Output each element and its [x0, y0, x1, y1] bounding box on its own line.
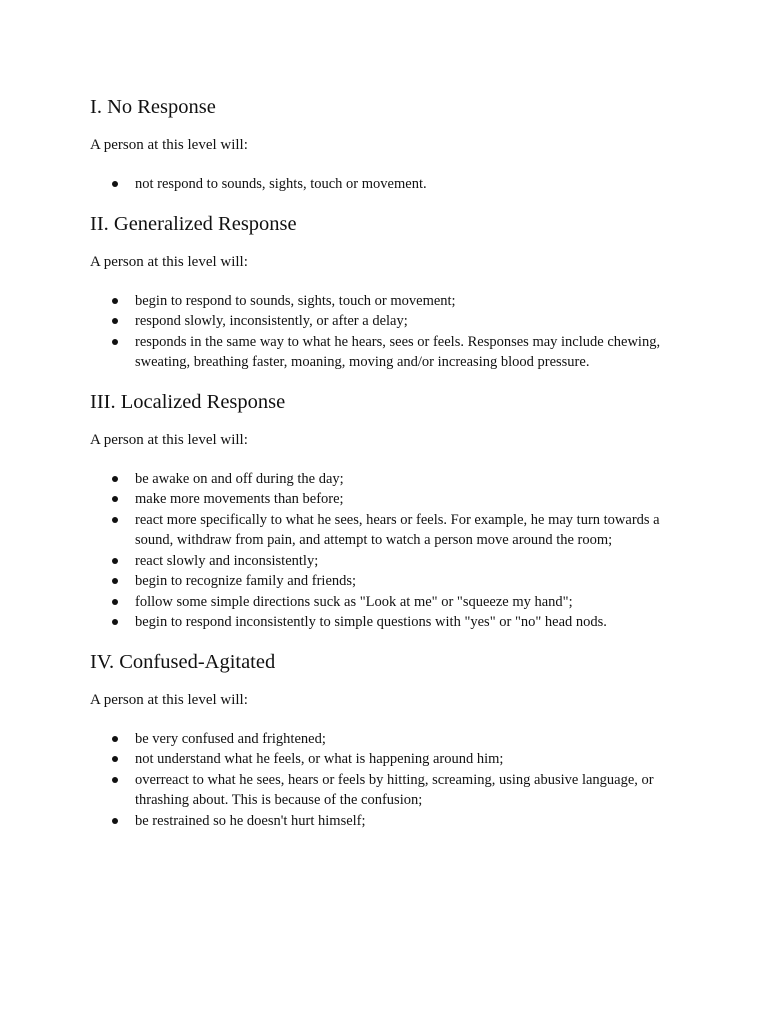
section-heading: IV. Confused-Agitated [90, 650, 276, 673]
section-level-3 [90, 387, 690, 633]
bullet-icon [112, 777, 118, 783]
section-level-4 [90, 647, 690, 832]
list-item-text: begin to recognize family and friends; [135, 573, 357, 589]
list-item-text: react more specifically to what he sees, hears or feels. For example, he may turn towards a sound, withdraw from pain, and attempt to watch a person move around the room; [135, 511, 660, 548]
section-intro: A person at this level will: [90, 691, 248, 708]
section-level-2 [90, 209, 690, 373]
section-heading: I. No Response [90, 96, 216, 118]
list-item [90, 770, 680, 811]
section-intro: A person at this level will: [90, 137, 248, 153]
list-item-text: begin to respond to sounds, sights, touch or movement; [135, 292, 456, 309]
bullet-icon [112, 558, 118, 564]
list-item-text: make more movements than before; [135, 491, 344, 507]
bullet-icon [112, 619, 118, 625]
list-item [90, 612, 680, 633]
section-intro: A person at this level will: [90, 431, 248, 448]
bullet-icon [112, 818, 118, 824]
list-item-text: react slowly and inconsistently; [135, 552, 319, 569]
section-heading: III. Localized Response [90, 390, 286, 413]
document-page [90, 92, 690, 845]
list-item [90, 311, 680, 332]
bullet-icon [112, 298, 118, 304]
list-item-text: begin to respond inconsistently to simple questions with "yes" or "no" head nods. [135, 614, 607, 630]
bullet-icon [112, 318, 118, 324]
list-item-text: be very confused and frightened; [135, 730, 326, 747]
list-item [90, 291, 680, 312]
list-item [90, 551, 680, 572]
bullet-icon [112, 476, 118, 482]
section-intro: A person at this level will: [90, 253, 248, 270]
bullet-list [90, 729, 690, 832]
bullet-icon [112, 339, 118, 345]
bullet-list [90, 174, 690, 195]
section-level-1 [90, 92, 690, 195]
list-item-text: be restrained so he doesn't hurt himself; [135, 812, 366, 829]
list-item-text: overreact to what he sees, hears or feels by hitting, screaming, using abusive language, or thrashing about. This is because of the confusion; [135, 771, 654, 808]
list-item-text: responds in the same way to what he hears, sees or feels. Responses may include chewing, sweating, breathing faster, moaning, moving and/or increasing blood pressure. [135, 333, 661, 370]
list-item-text: follow some simple directions suck as "Look at me" or "squeeze my hand"; [135, 593, 573, 610]
list-item-text: respond slowly, inconsistently, or after a delay; [135, 313, 408, 329]
list-item-text: not respond to sounds, sights, touch or movement. [135, 176, 427, 192]
bullet-icon [112, 599, 118, 605]
bullet-icon [112, 756, 118, 762]
list-item [90, 592, 680, 613]
list-item [90, 174, 680, 195]
bullet-icon [112, 496, 118, 502]
bullet-icon [112, 578, 118, 584]
list-item [90, 749, 680, 770]
list-item-text: not understand what he feels, or what is happening around him; [135, 751, 504, 767]
list-item [90, 510, 680, 551]
list-item [90, 729, 680, 750]
list-item [90, 469, 680, 490]
bullet-icon [112, 736, 118, 742]
bullet-icon [112, 181, 118, 187]
bullet-list [90, 469, 690, 633]
list-item [90, 489, 680, 510]
list-item [90, 332, 680, 373]
list-item [90, 811, 680, 832]
list-item [90, 571, 680, 592]
list-item-text: be awake on and off during the day; [135, 470, 344, 487]
section-heading: II. Generalized Response [90, 212, 297, 235]
bullet-list [90, 291, 690, 373]
bullet-icon [112, 517, 118, 523]
